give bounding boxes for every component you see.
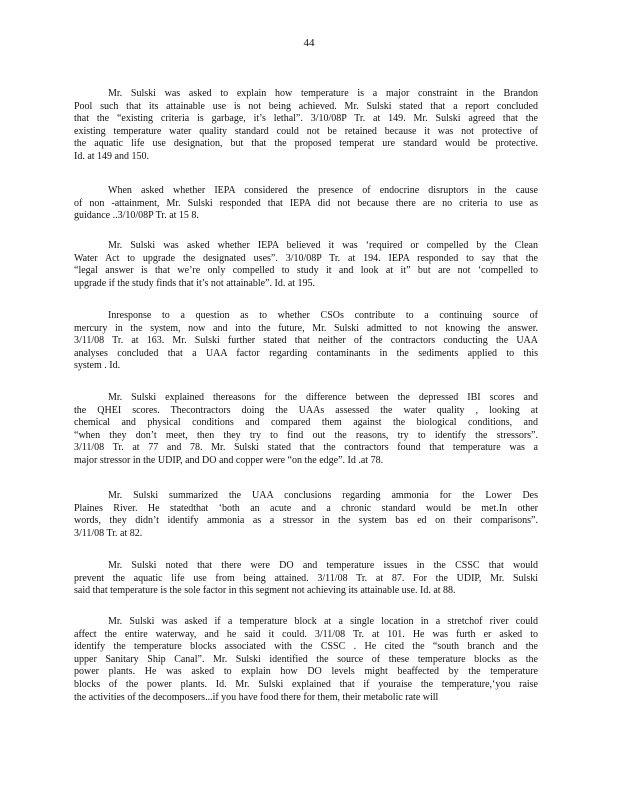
paragraph xyxy=(74,560,538,598)
paragraph-line: upgrade if the study finds that it’s not attainable”. Id. at 195. xyxy=(74,277,316,289)
paragraph-line: said that temperature is the sole factor in this segment not achieving its attainable use. Id. at 88. xyxy=(74,585,456,597)
paragraph-line: guidance ..3/10/08P Tr. at 15 8. xyxy=(74,210,199,222)
paragraph-line: analyses concluded that a UAA factor regarding contaminants in the sediments applied to this xyxy=(74,347,538,359)
paragraph-line: 3/11/08 Tr. at 82. xyxy=(74,527,143,539)
paragraph xyxy=(74,185,538,223)
paragraph-line: power plants. He was asked to explain how DO levels might beaffected by the temperature xyxy=(74,666,538,678)
paragraph-line: 3/11/08 Tr. at 77 and 78. Mr. Sulski stated that the contractors found that temperature was a xyxy=(74,442,538,454)
paragraph-line: Mr. Sulski summarized the UAA conclusions regarding ammonia for the Lower Des xyxy=(108,490,538,501)
paragraph-line: existing temperature water quality standard could not be retained because it was not protective of xyxy=(74,125,538,137)
paragraph-line: Mr. Sulski explained thereasons for the difference between the depressed IBI scores and xyxy=(108,392,538,403)
paragraph-line: Mr. Sulski was asked whether IEPA believed it was ‘required or compelled by the Clean xyxy=(108,240,538,251)
paragraph-line: Water Act to upgrade the designated uses”. 3/10/08P Tr. at 194. IEPA responded to say that the xyxy=(74,252,538,264)
paragraph-line: Id. at 149 and 150. xyxy=(74,150,149,162)
paragraph-line: blocks of the power plants. Id. Mr. Sulski explained that if youraise the temperature,‘you raise xyxy=(74,678,538,690)
paragraph-line: Plaines River. He statedthat ‘both an acute and a chronic standard would be met.In other xyxy=(74,502,538,514)
paragraph-line: identify the temperature blocks associated with the CSSC . He cited the “south branch and the xyxy=(74,641,538,653)
paragraph-line: Inresponse to a question as to whether CSOs contribute to a continuing source of xyxy=(108,310,538,321)
paragraph-line: affect the entire waterway, and he said it could. 3/11/08 Tr. at 101. He was furth er asked to xyxy=(74,628,538,640)
paragraph-line: that the “existing criteria is garbage, it’s lethal”. 3/10/08P Tr. at 149. Mr. Sulski agreed that the xyxy=(74,113,538,125)
paragraph-line: Pool such that its attainable use is not being achieved. Mr. Sulski stated that a report concluded xyxy=(74,100,538,112)
paragraph-line: the aquatic life use designation, but that the proposed temperat ure standard would be protective. xyxy=(74,138,538,150)
paragraph-line: “legal answer is that we’re only compelled to study it and look at it” but are not ‘compelled to xyxy=(74,265,538,277)
paragraph xyxy=(74,240,538,290)
paragraph xyxy=(74,310,538,373)
paragraph xyxy=(74,392,538,468)
paragraph xyxy=(74,88,538,164)
paragraph-line: When asked whether IEPA considered the presence of endocrine disruptors in the cause xyxy=(108,185,538,196)
paragraph xyxy=(74,616,538,704)
paragraph xyxy=(74,490,538,540)
paragraph-line: major stressor in the UDIP, and DO and copper were “on the edge”. Id .at 78. xyxy=(74,454,384,466)
paragraph-line: upper Sanitary Ship Canal”. Mr. Sulski identified the source of these temperature blocks as the xyxy=(74,653,538,665)
paragraph-line: Mr. Sulski was asked if a temperature block at a single location in a stretchof river could xyxy=(108,616,538,627)
paragraph-line: chemical and physical conditions and compared them against the biological conditions, and xyxy=(74,417,538,429)
paragraph-line: mercury in the system, now and into the future, Mr. Sulski admitted to not knowing the answer. xyxy=(74,322,538,334)
paragraph-line: Mr. Sulski was asked to explain how temperature is a major constraint in the Brandon xyxy=(108,88,538,99)
paragraph-line: the QHEI scores. Thecontractors doing the UAAs assessed the water quality , looking at xyxy=(74,404,538,416)
paragraph-line: of non -attainment, Mr. Sulski responded that IEPA did not because there are no criteria to use as xyxy=(74,197,538,209)
paragraph-line: prevent the aquatic life use from being attained. 3/11/08 Tr. at 87. For the UDIP, Mr. Sulski xyxy=(74,572,538,584)
paragraph-line: system . Id. xyxy=(74,360,121,372)
paragraph-line: 3/11/08 Tr. at 163. Mr. Sulski further stated that neither of the contractors conducting the UAA xyxy=(74,335,538,347)
paragraph-line: words, they didn’t identify ammonia as a stressor in the system bas ed on their comparisons”. xyxy=(74,515,538,527)
paragraph-line: “when they don’t meet, then they try to find out the reasons, try to identify the stressors”. xyxy=(74,429,538,441)
page-number: 44 xyxy=(303,37,315,49)
paragraph-line: Mr. Sulski noted that there were DO and temperature issues in the CSSC that would xyxy=(108,560,538,571)
paragraph-line: the activities of the decomposers...if you have food there for them, their metabolic rate will xyxy=(74,691,439,703)
